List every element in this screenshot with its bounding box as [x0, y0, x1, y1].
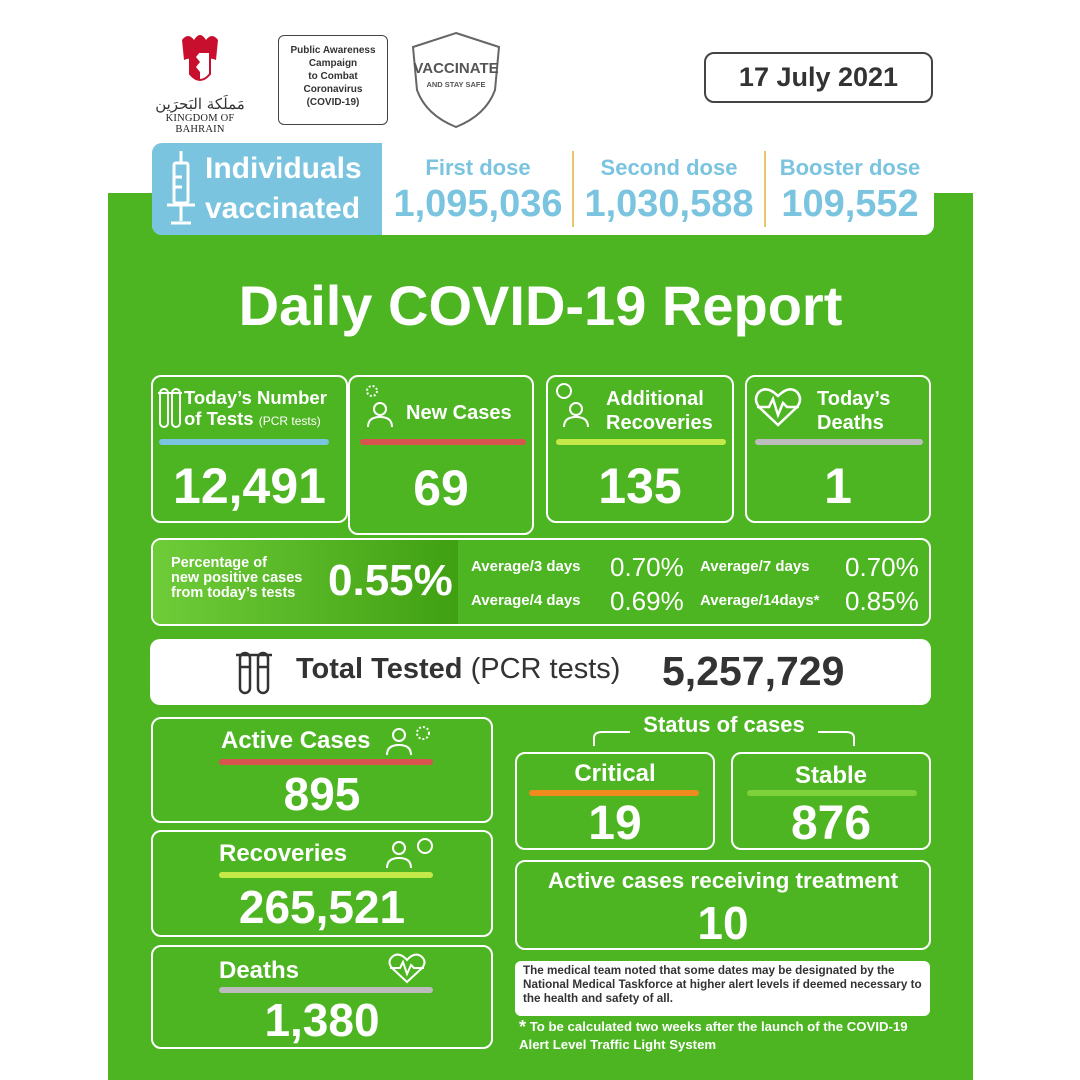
footnote-text: To be calculated two weeks after the launch of the COVID-19 Alert Level Traffic Light System — [519, 1019, 908, 1052]
shield-subtitle: AND STAY SAFE — [426, 80, 486, 89]
emblem-english-text: KINGDOM OF BAHRAIN — [165, 113, 235, 135]
total-recoveries-bar — [219, 872, 433, 878]
stable-label: Stable — [794, 762, 868, 789]
new-cases-label: New Cases — [406, 402, 512, 424]
average-value: 0.70% — [845, 552, 919, 582]
new-cases-bar — [360, 439, 526, 445]
critical-label: Critical — [574, 760, 656, 787]
kingdom-emblem — [150, 30, 250, 135]
average-value: 0.70% — [610, 552, 684, 582]
tests-bar — [159, 439, 329, 445]
total-tested-bar — [150, 639, 931, 705]
deaths-value: 1 — [824, 458, 852, 514]
average-label: Average/14days* — [700, 592, 820, 609]
status-title: Status of cases — [643, 712, 805, 737]
recoveries-bar — [556, 439, 726, 445]
vaccinated-label — [152, 143, 382, 235]
campaign-line: Public Awareness — [290, 45, 376, 56]
campaign-line: to Combat — [308, 71, 358, 82]
treatment-label: Active cases receiving treatment — [547, 868, 899, 893]
syringe-icon — [164, 149, 198, 231]
tests-label-small: (PCR tests) — [258, 414, 321, 428]
average-label: Average/3 days — [471, 558, 581, 575]
campaign-line: (COVID-19) — [306, 97, 360, 108]
person-virus-icon — [362, 383, 398, 427]
shield-title: VACCINATE — [413, 60, 499, 77]
treatment-card — [515, 860, 931, 950]
bahrain-crest-icon — [178, 30, 222, 90]
report-date: 17 July 2021 — [704, 52, 933, 103]
first-dose-value: 1,095,036 — [393, 183, 563, 225]
total-tested-label-rest: (PCR tests) — [470, 653, 621, 685]
total-recoveries-value: 265,521 — [238, 881, 406, 933]
test-tubes-icon — [158, 387, 182, 431]
recoveries-value: 135 — [598, 458, 682, 514]
total-deaths-card — [151, 945, 493, 1049]
tests-value: 12,491 — [173, 458, 326, 514]
active-cases-card — [151, 717, 493, 823]
person-virus-icon — [385, 723, 435, 757]
positivity-card — [151, 538, 931, 626]
new-cases-card — [348, 375, 534, 535]
recoveries-label-line1: Additional — [606, 388, 704, 410]
average-value: 0.69% — [610, 586, 684, 616]
status-bracket — [590, 722, 858, 748]
report-title: Daily COVID-19 Report — [238, 274, 843, 337]
tests-label-line1: Today’s Number — [184, 387, 327, 408]
booster-dose-label: Booster dose — [779, 155, 921, 180]
emblem-arabic-text: مَملَكة البَحرَين — [155, 95, 245, 113]
vaccinated-label-line2: vaccinated — [205, 192, 361, 225]
second-dose-value: 1,030,588 — [584, 183, 754, 225]
positivity-label-line3: from today’s tests — [171, 585, 296, 601]
heartbeat-icon — [753, 385, 803, 429]
deaths-label-line2: Deaths — [817, 412, 884, 434]
average-label: Average/7 days — [700, 558, 810, 575]
campaign-badge — [278, 35, 388, 125]
deaths-label-line1: Today’s — [817, 388, 891, 410]
campaign-line: Coronavirus — [303, 84, 363, 95]
first-dose — [384, 143, 572, 235]
positivity-label-line1: Percentage of — [171, 555, 267, 571]
recoveries-label-line2: Recoveries — [606, 412, 713, 434]
total-tested-label-bold: Total Tested — [296, 653, 463, 685]
vaccination-strip — [152, 143, 934, 235]
campaign-line: Campaign — [308, 58, 358, 69]
positivity-summary — [153, 540, 458, 624]
active-cases-label: Active Cases — [221, 727, 371, 754]
positivity-label-line2: new positive cases — [171, 570, 303, 586]
heartbeat-icon — [387, 951, 427, 985]
medical-note: The medical team noted that some dates may be designated by the National Medical Taskforce at higher alert levels if deemed necessary to the health and safety of all. — [515, 961, 930, 1016]
deaths-bar — [755, 439, 923, 445]
tests-label-line2: of Tests — [184, 408, 254, 429]
booster-dose-value: 109,552 — [781, 183, 919, 225]
vaccinate-shield — [406, 30, 506, 130]
total-deaths-label: Deaths — [219, 957, 300, 984]
test-tubes-icon — [236, 647, 272, 697]
booster-dose — [766, 143, 934, 235]
footnote-asterisk: * — [519, 1017, 527, 1037]
stable-card — [731, 752, 931, 850]
active-cases-bar — [219, 759, 433, 765]
recoveries-card — [546, 375, 734, 523]
vaccinated-label-line1: Individuals — [205, 152, 362, 185]
new-cases-value: 69 — [413, 460, 469, 516]
person-heart-icon — [554, 381, 592, 427]
person-heart-icon — [385, 836, 437, 870]
first-dose-label: First dose — [425, 155, 531, 180]
average-value: 0.85% — [845, 586, 919, 616]
treatment-value: 10 — [697, 897, 749, 949]
total-deaths-value: 1,380 — [264, 994, 380, 1046]
critical-card — [515, 752, 715, 850]
total-tested-label — [296, 653, 620, 686]
total-recoveries-label: Recoveries — [219, 840, 348, 867]
total-tested-value: 5,257,729 — [662, 648, 845, 694]
total-recoveries-card — [151, 830, 493, 937]
stable-value: 876 — [790, 797, 872, 850]
critical-value: 19 — [588, 797, 642, 850]
active-cases-value: 895 — [283, 768, 361, 820]
average-label: Average/4 days — [471, 592, 581, 609]
positivity-value: 0.55% — [328, 556, 453, 605]
second-dose-label: Second dose — [600, 155, 738, 180]
deaths-card — [745, 375, 931, 523]
footnote — [519, 1018, 939, 1053]
tests-card — [151, 375, 348, 523]
second-dose — [574, 143, 764, 235]
